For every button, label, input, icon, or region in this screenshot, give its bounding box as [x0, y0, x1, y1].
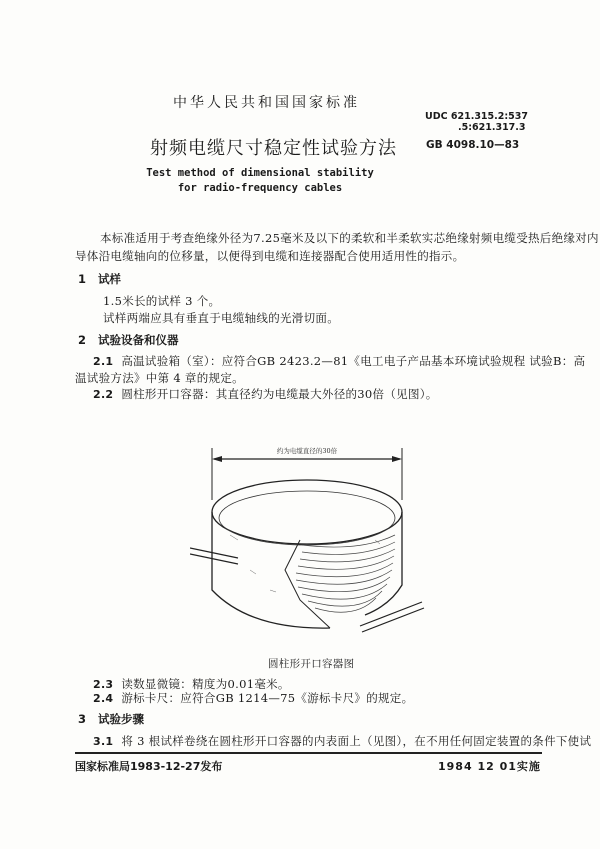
item-3-1	[93, 733, 591, 749]
section-3-heading	[78, 711, 144, 727]
udc-line-1: UDC 621.315.2:537	[425, 111, 528, 122]
english-title-line-2: for radio-frequency cables	[177, 182, 343, 194]
item-number: 2.4	[93, 692, 114, 705]
item-2-2	[93, 386, 438, 402]
item-2-1-cont: 温试验方法》中第 4 章的规定。	[75, 371, 244, 385]
section-1-heading	[78, 271, 121, 287]
section-title: 试验步骤	[98, 712, 145, 726]
intro-line-1: 本标准适用于考查绝缘外径为7.25毫米及以下的柔软和半柔软实芯绝缘射频电缆受热后绝缘对内	[100, 231, 599, 245]
s1-line-2: 试样两端应具有垂直于电缆轴线的光滑切面。	[103, 311, 339, 325]
footer-rule	[75, 752, 542, 754]
item-text: 读数显微镜：精度为0.01毫米。	[121, 677, 290, 691]
section-number: 1	[78, 272, 87, 286]
section-title: 试验设备和仪器	[98, 333, 179, 347]
udc-line-2: .5:621.317.3	[458, 122, 526, 133]
udc-code	[425, 111, 528, 133]
gb-number: GB 4098.10—83	[426, 139, 520, 151]
figure-caption: 圆柱形开口容器图	[268, 658, 355, 670]
item-number: 2.1	[93, 355, 114, 368]
section-number: 3	[78, 712, 87, 726]
dimension-label: 约为电缆直径的30倍	[276, 447, 338, 455]
english-title	[0, 166, 520, 196]
cylinder-container-figure	[190, 440, 430, 650]
intro-line-2: 导体沿电缆轴向的位移量，以便得到电缆和连接器配合使用适用性的指示。	[75, 249, 465, 263]
section-2-heading	[78, 332, 179, 348]
issuing-org: 中华人民共和国国家标准	[173, 95, 360, 111]
section-number: 2	[78, 333, 87, 347]
s1-line-1: 1.5米长的试样 3 个。	[103, 294, 221, 308]
item-2-1	[93, 353, 585, 369]
item-number: 2.3	[93, 678, 114, 691]
item-2-4	[93, 690, 413, 706]
item-text: 游标卡尺：应符合GB 1214—75《游标卡尺》的规定。	[121, 691, 414, 705]
english-title-line-1: Test method of dimensional stability	[146, 167, 374, 179]
item-text: 高温试验箱（室）：应符合GB 2423.2—81《电工电子产品基本环境试验规程 试验B：高	[121, 354, 586, 368]
section-title: 试样	[98, 272, 122, 286]
effective-date: 1984 12 01实施	[438, 760, 541, 773]
item-number: 3.1	[93, 735, 114, 748]
issue-date: 国家标准局1983-12-27发布	[75, 760, 223, 773]
item-text: 将 3 根试样卷绕在圆柱形开口容器的内表面上（见图），在不用任何固定装置的条件下使试	[121, 734, 592, 748]
item-text: 圆柱形开口容器：其直径约为电缆最大外径的30倍（见图）。	[121, 387, 438, 401]
item-number: 2.2	[93, 388, 114, 401]
document-title: 射频电缆尺寸稳定性试验方法	[150, 138, 397, 159]
